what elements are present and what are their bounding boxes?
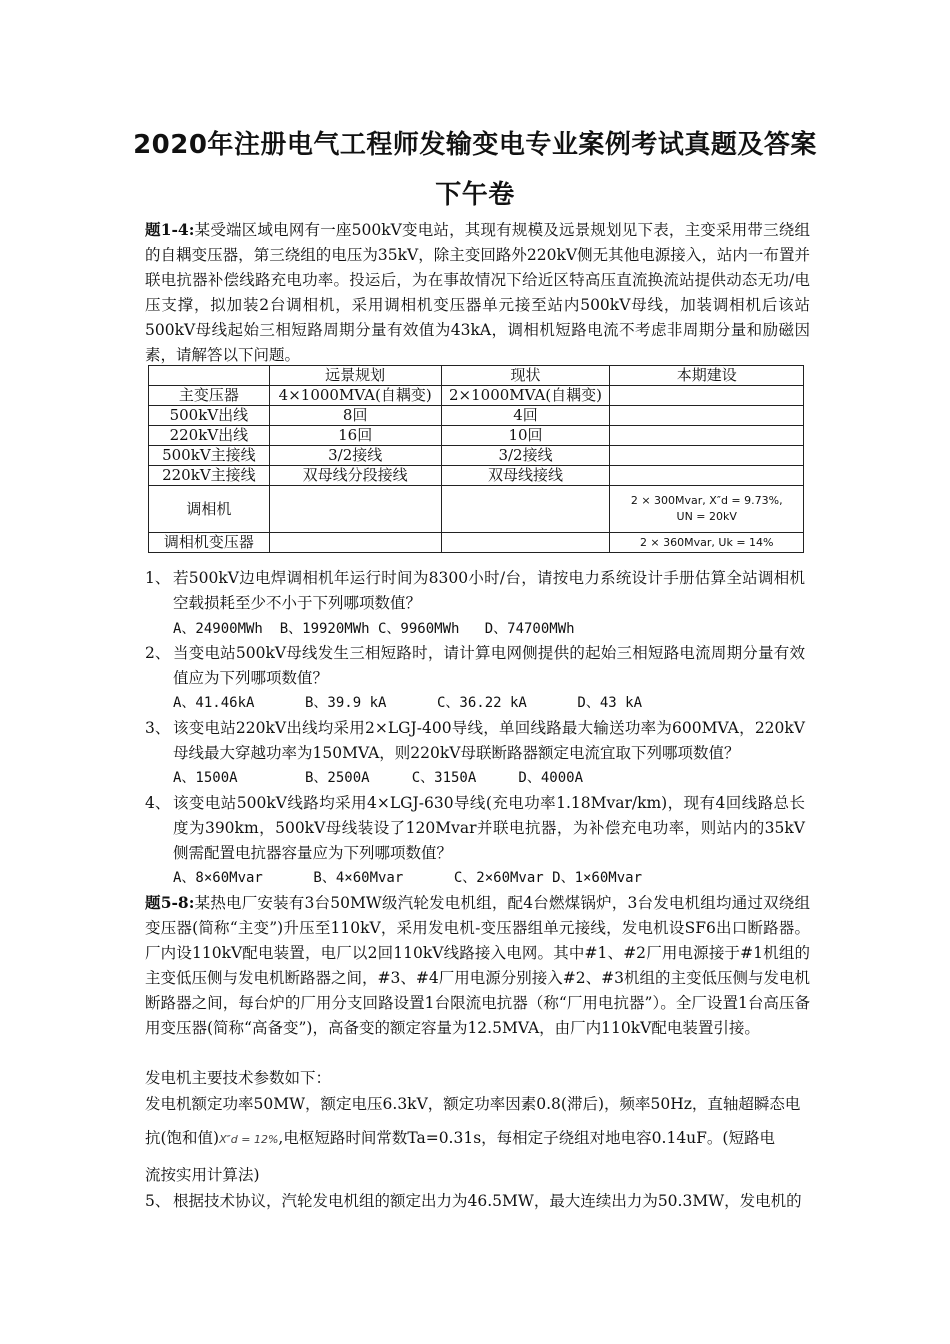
table-cell [610, 406, 804, 426]
generator-params-heading: 发电机主要技术参数如下： [145, 1069, 332, 1087]
intro-5-8 [145, 890, 810, 1041]
table-row [149, 406, 804, 426]
question-2-options: A、41.46kA B、39.9 kA C、36.22 kA D、43 kA [173, 695, 643, 711]
table-cell: 双母线分段接线 [269, 466, 441, 486]
question-text: 该变电站500kV线路均采用4×LGJ-630导线(充电功率1.18Mvar/km)，现有4回线路总长度为390km，500kV母线装设了120Mvar并联电抗器，为补偿充电功率，则站内的35kV侧需配置电抗器容量应为下列哪项数值？ [173, 794, 805, 862]
intro-5-8-text: 某热电厂安装有3台50MW级汽轮发电机组，配4台燃煤锅炉，3台发电机组均通过双绕组变压器(简称“主变”)升压至110kV，采用发电机-变压器组单元接线，发电机设SF6出口断路器。厂内设110kV配电装置，电厂以2回110kV线路接入电网。其中#1、#2厂用电源接于#1机组的主变低压侧与发电机断路器之间，#3、#4厂用电源分别接入#2、#3机组的主变低压侧与发电机断路器之间，每台炉的厂用分支回路设置1台限流电抗器（称“厂用电抗器”）。全厂设置1台高压备用变压器(简称“高备变”)，高备变的额定容量为12.5MVA，由厂内110kV配电装置引接。 [145, 894, 810, 1037]
generator-params-line1: 发电机额定功率50MW，额定电压6.3kV，额定功率因素0.8(滞后)，频率50Hz，直轴超瞬态电 [145, 1095, 801, 1113]
document-subtitle: 下午卷 [435, 180, 515, 210]
table-header-cell [149, 366, 270, 386]
table-cell [610, 386, 804, 406]
question-4 [145, 791, 810, 866]
table-cell: 16回 [269, 426, 441, 446]
table-cell: 10回 [441, 426, 610, 446]
table-cell [610, 426, 804, 446]
table-header-row [149, 366, 804, 386]
table-row [149, 466, 804, 486]
table-header-cell: 现状 [441, 366, 610, 386]
table-cell [441, 486, 610, 533]
table-cell [610, 466, 804, 486]
question-number: 2、 [145, 644, 171, 662]
table-row-condenser [149, 486, 804, 533]
document-title: 2020年注册电气工程师发输变电专业案例考试真题及答案 [133, 130, 817, 160]
question-text: 该变电站220kV出线均采用2×LGJ-400导线，单回线路最大输送功率为600MVA，220kV母线最大穿越功率为150MVA，则220kV母联断路器额定电流宜取下列哪项数值？ [173, 719, 805, 762]
question-number: 4、 [145, 794, 171, 812]
generator-params-text: 抗(饱和值) [145, 1129, 220, 1147]
table-cell: 4×1000MVA(自耦变) [269, 386, 441, 406]
table-cell: 500kV主接线 [149, 446, 270, 466]
generator-params-text: ,电枢短路时间常数Ta=0.31s，每相定子绕组对地电容0.14uF。(短路电 [278, 1129, 775, 1147]
generator-params-line3: 流按实用计算法) [145, 1166, 260, 1184]
table-cell: 8回 [269, 406, 441, 426]
question-1-options: A、24900MWh B、19920MWh C、9960MWh D、74700MWh [173, 621, 575, 637]
table-cell: 4回 [441, 406, 610, 426]
table-cell [269, 486, 441, 533]
table-cell: 双母线接线 [441, 466, 610, 486]
question-number: 1、 [145, 569, 171, 587]
question-number: 5、 [145, 1192, 171, 1210]
question-3 [145, 716, 810, 766]
intro-1-4-label: 题1-4: [145, 220, 195, 239]
intro-1-4-text: 某受端区域电网有一座500kV变电站，其现有规模及远景规划见下表，主变采用带三绕组的自耦变压器，第三绕组的电压为35kV，除主变回路外220kV侧无其他电源接入，站内一布置并联电抗器补偿线路充电功率。投运后，为在事故情况下给近区特高压直流换流站提供动态无功/电压支撑，拟加装2台调相机，采用调相机变压器单元接至站内500kV母线，加装调相机后该站500kV母线起始三相短路周期分量有效值为43kA，调相机短路电流不考虑非周期分量和励磁因素，请解答以下问题。 [145, 221, 810, 364]
question-3-options: A、1500A B、2500A C、3150A D、4000A [173, 770, 584, 786]
reactance-formula: X″d = 12% [219, 1133, 279, 1146]
table-cell: 主变压器 [149, 386, 270, 406]
question-text: 根据技术协议，汽轮发电机组的额定出力为46.5MW，最大连续出力为50.3MW，发电机的 [173, 1192, 802, 1210]
question-1 [145, 566, 810, 616]
table-cell: 500kV出线 [149, 406, 270, 426]
table-row [149, 446, 804, 466]
table-cell: 3/2接线 [441, 446, 610, 466]
condenser-build-line1: 2 × 300Mvar, X″d = 9.73%, [630, 494, 783, 507]
table-cell: 220kV主接线 [149, 466, 270, 486]
condenser-build-line2: UN = 20kV [676, 510, 737, 523]
table-row [149, 386, 804, 406]
table-cell: 2×1000MVA(自耦变) [441, 386, 610, 406]
table-cell [269, 533, 441, 553]
table-cell: 3/2接线 [269, 446, 441, 466]
table-cell: 220kV出线 [149, 426, 270, 446]
question-5 [145, 1189, 810, 1214]
table-header-cell: 本期建设 [610, 366, 804, 386]
question-number: 3、 [145, 719, 171, 737]
intro-5-8-label: 题5-8: [145, 893, 195, 912]
question-text: 若500kV边电焊调相机年运行时间为8300小时/台，请按电力系统设计手册估算全站调相机空载损耗至少不小于下列哪项数值？ [173, 569, 805, 612]
condenser-build-cell [610, 486, 804, 533]
table-cell [441, 533, 610, 553]
table-header-cell: 远景规划 [269, 366, 441, 386]
generator-params-line2 [145, 1126, 810, 1152]
table-row [149, 426, 804, 446]
table-row-transformer [149, 533, 804, 553]
table-cell [610, 446, 804, 466]
question-text: 当变电站500kV母线发生三相短路时，请计算电网侧提供的起始三相短路电流周期分量有效值应为下列哪项数值？ [173, 644, 805, 687]
transformer-build-cell: 2 × 360Mvar, Uk = 14% [610, 533, 804, 553]
table-cell: 调相机 [149, 486, 270, 533]
substation-spec-table [148, 365, 804, 553]
intro-1-4 [145, 217, 810, 368]
question-2 [145, 641, 810, 691]
table-cell: 调相机变压器 [149, 533, 270, 553]
question-4-options: A、8×60Mvar B、4×60Mvar C、2×60Mvar D、1×60Mvar [173, 870, 643, 886]
